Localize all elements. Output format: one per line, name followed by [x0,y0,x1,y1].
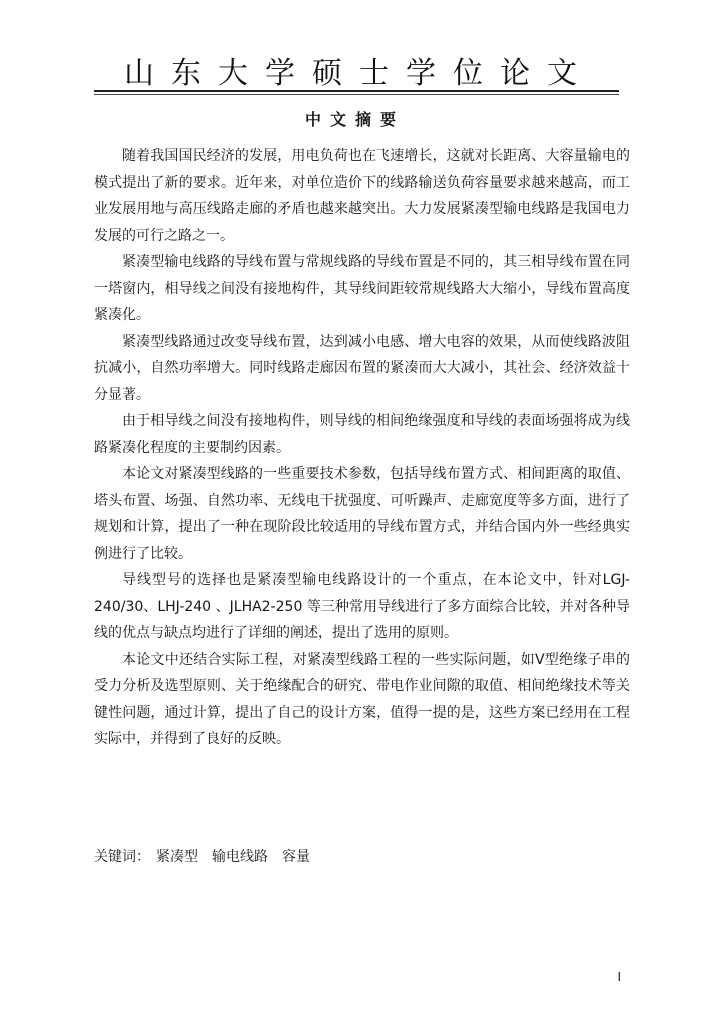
keyword-item: 紧凑型 [156,849,198,865]
keywords-line [94,846,310,866]
abstract-paragraph-3: 紧凑型线路通过改变导线布置，达到减小电感、增大电容的效果，从而使线路波阻抗减小，自然功率增大。同时线路走廊因布置的紧凑而大大减小，其社会、经济效益十分显著。 [94,333,630,403]
keyword-item: 容量 [282,849,310,865]
abstract-paragraph-6: 导线型号的选择也是紧凑型输电线路设计的一个重点，在本论文中，针对LGJ-240/30、LHJ-240 、JLHA2-250 等三种常用导线进行了多方面综合比较，并对各种导线的优点与缺点均进行了详细的阐述，提出了选用的原则。 [94,572,630,641]
keyword-item: 输电线路 [212,849,268,865]
abstract-heading: 中文摘要 [304,110,405,129]
page-number: I [617,970,621,984]
keywords-label: 关键词： [94,849,150,865]
abstract-paragraph-2: 紧凑型输电线路的导线布置与常规线路的导线布置是不同的，其三相导线布置在同一塔窗内，相导线之间没有接地构件，其导线间距较常规线路大大缩小，导线布置高度紧凑化。 [94,254,630,323]
thesis-header-title: 山东大学硕士学位论文 [124,56,594,91]
header-rule [94,90,619,92]
header-rule-thin [94,94,619,95]
abstract-body [94,143,630,753]
abstract-paragraph-1: 随着我国国民经济的发展，用电负荷也在飞速增长，这就对长距离、大容量输电的模式提出了新的要求。近年来，对单位造价下的线路输送负荷容量要求越来越高，而工业发展用地与高压线路走廊的矛盾也越来越突出。大力发展紧凑型输电线路是我国电力发展的可行之路之一。 [94,148,630,244]
abstract-paragraph-7: 本论文中还结合实际工程，对紧凑型线路工程的一些实际问题，如V型绝缘子串的受力分析及选型原则、关于绝缘配合的研究、带电作业间隙的取值、相间绝缘技术等关键性问题，通过计算，提出了自己的设计方案，值得一提的是，这些方案已经用在工程实际中，并得到了良好的反映。 [94,651,630,747]
abstract-paragraph-5: 本论文对紧凑型线路的一些重要技术参数，包括导线布置方式、相间距离的取值、塔头布置、场强、自然功率、无线电干扰强度、可听躁声、走廊宽度等多方面，进行了规划和计算，提出了一种在现阶段比较适用的导线布置方式，并结合国内外一些经典实例进行了比较。 [94,466,630,562]
abstract-paragraph-4: 由于相导线之间没有接地构件，则导线的相间绝缘强度和导线的表面场强将成为线路紧凑化程度的主要制约因素。 [94,413,630,456]
